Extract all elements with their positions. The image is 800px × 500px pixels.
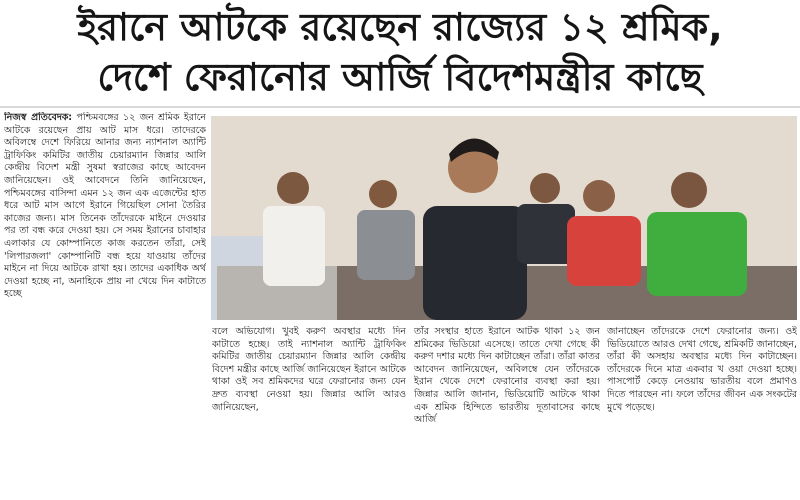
article-column-1-text: পশ্চিমবঙ্গের ১২ জন শ্রমিক ইরানে আটকে রয়েছেন প্রায় আট মাস ধরে। তাদেরকে অবিলম্বে দেশে ফিরিয়ে আনার জন্য ন্যাশনাল অ্যান্টি ট্রাফিকিং কমিটির জাতীয় চেয়ারম্যান জিন্নার আলি কেন্দ্রীয় বিদেশ মন্ত্রী সুষমা স্বরাজের কাছে আবেদন জানিয়েছেন। ওই আবেদনে তিনি জানিয়েছেন, পশ্চিমবঙ্গের বাসিন্দা এমন ১২ জন এক এজেন্টের হাত ধরে আট মাস আগে ইরানে গিয়েছিল সোনা তৈরির কাজের জন্য। মাস তিনেক তাঁদেরকে মাইনে দেওয়ার পর তা বন্ধ করে দেওয়া হয়। সে সময় ইরানের চাবাহার এলাকার যে কোম্পানিতে কাজ করতেন তাঁরা, সেই 'লিপারজলা' কোম্পানিটি বন্ধ হয়ে যাওয়ায় তাঁদের মাইনে না দিয়ে আটকে রাখা হয়। তাদের একাধিক অর্থ দেওয়া হচ্ছে না, অনাহিকে প্রায় না খেয়ে দিন কাটাতে হচ্ছে (4, 112, 206, 300)
article-column-2: বলে অভিযোগ। খুবই করুণ অবস্থার মধ্যে দিন কাটাতে হচ্ছে। তাই ন্যাশনাল অ্যান্টি ট্রাফিকিং কমিটির জাতীয় চেয়ারম্যান জিন্নার আলি কেন্দ্রীয় বিদেশ মন্ত্রীর কাছে আর্জি জানিয়েছেন ইরানে আটকে থাকা ওই সব শ্রমিকদের ঘরে ফেরানোর জন্য যেন দ্রুত ব্যবস্থা নেওয়া হয়। জিন্নার আলি আরও জানিয়েছেন, (212, 326, 406, 413)
article-column-4: জানাচ্ছেন তাঁদেরকে দেশে ফেরানোর জন্য। ওই ভিডিয়োতে আরও দেখা গেছে, শ্রমিকটি জানাচ্ছেন, তাঁরা কী অসহায় অবস্থার মধ্যে দিন কাটাচ্ছেন। তাঁদেরকে দিনে মাত্র একবার খ ওয়া দেওয়া হচ্ছে। পাসপোর্ট কেড়ে নেওয়ায় ভারতীয় বলে প্রমাণও দিতে পারছেন না। ফলে তাঁদের জীবন এক সংকটের মুখে পড়েছে। (607, 326, 797, 413)
headline-divider (0, 106, 800, 108)
news-photo (211, 116, 797, 320)
article-column-1 (4, 112, 206, 496)
headline-line-1: ইরানে আটকে রয়েছেন রাজ্যের ১২ শ্রমিক, (77, 5, 723, 49)
article-column-3: তাঁর সংস্থার হাতে ইরানে আটক থাকা ১২ জন শ্রমিকের ভিডিয়ো এসেছে। তাতে দেখা গেছে কী করুণ দশার মধ্যে দিন কাটাচ্ছেন তাঁরা। তাঁরা কাতর আবেদন জানিয়েছেন, অবিলম্বে যেন তাঁদেরকে ইরান থেকে দেশে ফেরানোর ব্যবস্থা করা হয়। জিন্নার আলি জানান, ভিডিয়োটি আটকে থাকা এক শ্রমিক হিন্দিতে ভারতীয় দূতাবাসের কাছে আর্জি (414, 326, 600, 426)
article-byline: নিজস্ব প্রতিবেদক: (4, 112, 73, 123)
headline-line-2: দেশে ফেরানোর আর্জি বিদেশমন্ত্রীর কাছে (97, 55, 703, 99)
photo-illustration (211, 116, 797, 320)
headline (0, 2, 800, 102)
